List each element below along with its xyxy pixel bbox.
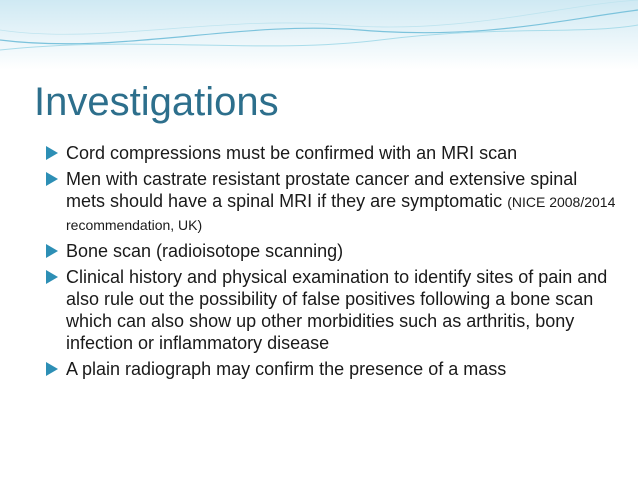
- bullet-item: [46, 266, 616, 354]
- header-wave-decoration: [0, 0, 638, 70]
- bullet-text: Clinical history and physical examination to identify sites of pain and also rule out the possibility of false positives following a bone scan which can also show up other morbidities such as arthritis, bony infection or inflammatory disease: [66, 267, 608, 353]
- bullet-text: Men with castrate resistant prostate cancer and extensive spinal mets should have a spinal MRI if they are symptomatic: [66, 169, 578, 211]
- bullet-item: [46, 240, 616, 262]
- triangle-bullet-icon: [46, 146, 58, 160]
- bullet-text: Bone scan (radioisotope scanning): [66, 241, 344, 261]
- triangle-bullet-icon: [46, 172, 58, 186]
- bullet-list: [46, 142, 616, 384]
- bullet-text: Cord compressions must be confirmed with an MRI scan: [66, 143, 518, 163]
- bullet-item: [46, 168, 616, 236]
- bullet-text: A plain radiograph may confirm the presence of a mass: [66, 359, 507, 379]
- slide-title: Investigations: [34, 80, 279, 124]
- bullet-note: (NICE 2008/2014 recommendation, UK): [66, 194, 616, 233]
- triangle-bullet-icon: [46, 244, 58, 258]
- triangle-bullet-icon: [46, 270, 58, 284]
- bullet-item: [46, 142, 616, 164]
- bullet-item: [46, 358, 616, 380]
- triangle-bullet-icon: [46, 362, 58, 376]
